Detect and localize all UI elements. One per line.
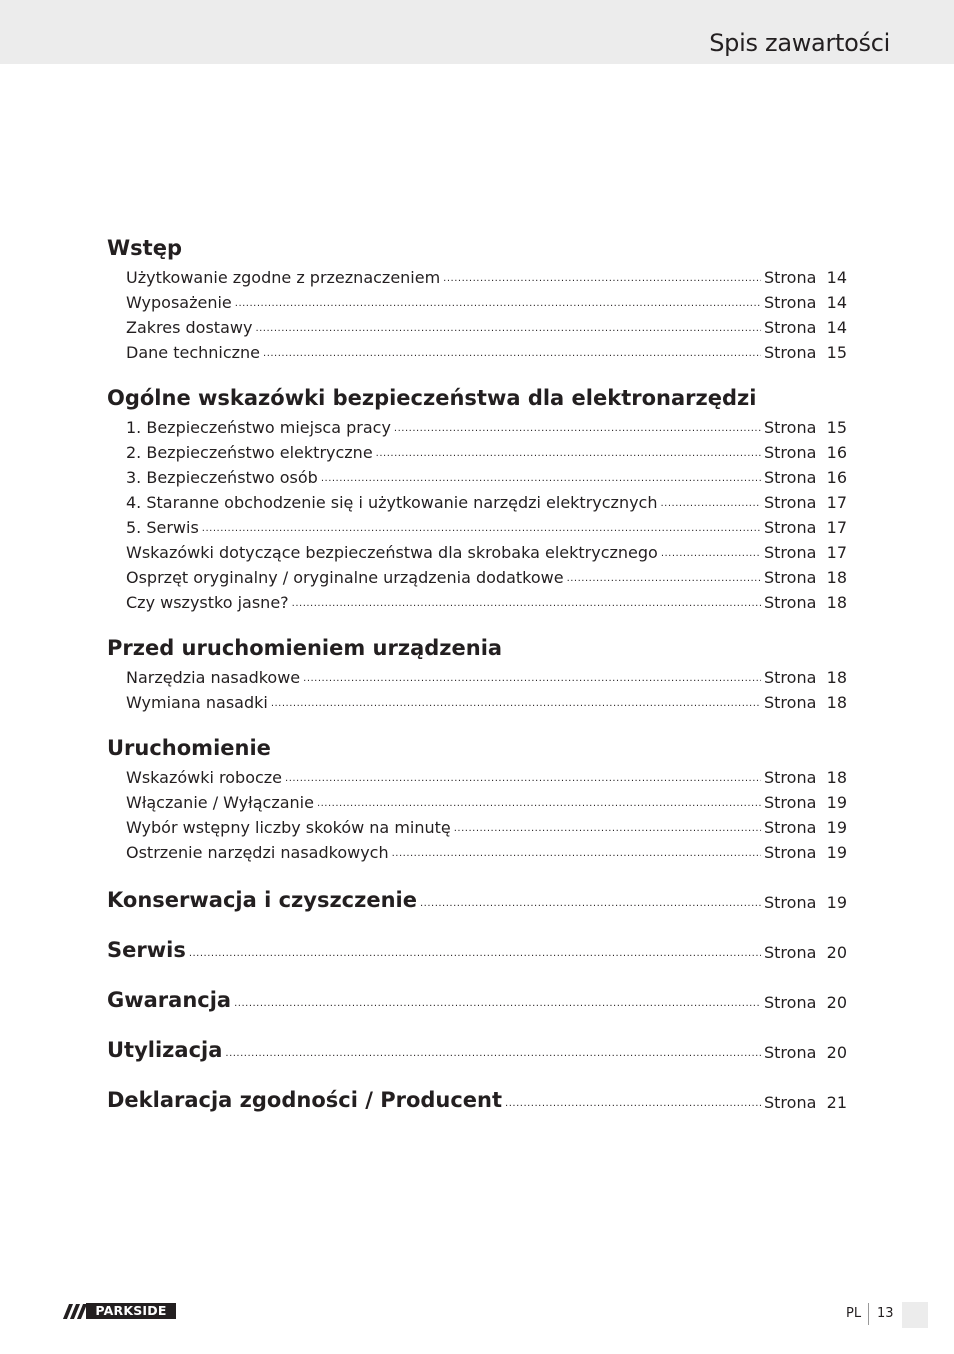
toc-entry[interactable]	[107, 537, 847, 562]
toc-entry-label: 1. Bezpieczeństwo miejsca pracy	[126, 418, 391, 437]
leader-dots	[661, 546, 761, 562]
page-title: Spis zawartości	[709, 29, 890, 57]
brand-name: PARKSIDE	[86, 1303, 176, 1319]
leader-dots	[394, 421, 761, 437]
leader-dots	[661, 496, 762, 512]
page-number: 18	[826, 768, 847, 787]
toc-entry[interactable]	[107, 512, 847, 537]
strona-label: Strona	[764, 1093, 817, 1112]
toc-entry-label: Wybór wstępny liczby skoków na minutę	[126, 818, 451, 837]
toc-heading-entry[interactable]	[107, 1034, 847, 1062]
toc-entry-label: 3. Bezpieczeństwo osób	[126, 468, 318, 487]
strona-label: Strona	[764, 593, 817, 612]
strona-label: Strona	[764, 543, 817, 562]
page-number: 18	[826, 693, 847, 712]
page-number: 15	[826, 343, 847, 362]
footer-tab-marker	[902, 1302, 928, 1328]
leader-dots	[317, 796, 761, 812]
toc-entry[interactable]	[107, 487, 847, 512]
leader-dots	[454, 821, 761, 837]
strona-label: Strona	[764, 343, 817, 362]
toc-entry[interactable]	[107, 412, 847, 437]
strona-label: Strona	[764, 993, 817, 1012]
leader-dots	[271, 696, 761, 712]
leader-dots	[189, 946, 761, 962]
strona-label: Strona	[764, 893, 817, 912]
language-code: PL	[846, 1306, 862, 1321]
toc-heading-entry[interactable]	[107, 1084, 847, 1112]
section-heading: Uruchomienie	[107, 736, 271, 760]
strona-label: Strona	[764, 693, 817, 712]
toc-entry-label: Użytkowanie zgodne z przeznaczeniem	[126, 268, 441, 287]
toc-heading-entry[interactable]	[107, 934, 847, 962]
leader-dots	[292, 596, 761, 612]
page-number: 18	[826, 593, 847, 612]
toc-heading-label: Utylizacja	[107, 1038, 223, 1062]
page-number: 16	[826, 468, 847, 487]
strona-label: Strona	[764, 943, 817, 962]
strona-label: Strona	[764, 843, 817, 862]
page-number: 18	[826, 568, 847, 587]
toc-entry[interactable]	[107, 462, 847, 487]
toc-entry-label: 5. Serwis	[126, 518, 199, 537]
strona-label: Strona	[764, 268, 817, 287]
toc-entry-label: Czy wszystko jasne?	[126, 593, 289, 612]
toc-entry[interactable]	[107, 562, 847, 587]
toc-entry[interactable]	[107, 762, 847, 787]
toc-entry-label: Wskazówki dotyczące bezpieczeństwa dla skrobaka elektrycznego	[126, 543, 658, 562]
toc-heading-label: Gwarancja	[107, 988, 232, 1012]
strona-label: Strona	[764, 418, 817, 437]
leader-dots	[225, 1046, 761, 1062]
leader-dots	[303, 671, 761, 687]
toc-entry[interactable]	[107, 437, 847, 462]
leader-dots	[202, 521, 761, 537]
toc-entry-label: Zakres dostawy	[126, 318, 253, 337]
section-heading: Ogólne wskazówki bezpieczeństwa dla elektronarzędzi	[107, 386, 757, 410]
parkside-logo	[64, 1302, 176, 1320]
strona-label: Strona	[764, 1043, 817, 1062]
strona-label: Strona	[764, 818, 817, 837]
toc-entry[interactable]	[107, 787, 847, 812]
toc-entry-label: Ostrzenie narzędzi nasadkowych	[126, 843, 389, 862]
toc-heading-label: Deklaracja zgodności / Producent	[107, 1088, 503, 1112]
toc-entry-label: Wskazówki robocze	[126, 768, 283, 787]
leader-dots	[376, 446, 761, 462]
toc-entry-label: Wyposażenie	[126, 293, 232, 312]
page-number: 20	[826, 943, 847, 962]
page-number: 14	[826, 268, 847, 287]
strona-label: Strona	[764, 293, 817, 312]
strona-label: Strona	[764, 518, 817, 537]
leader-dots	[234, 996, 761, 1012]
leader-dots	[321, 471, 761, 487]
leader-dots	[443, 271, 761, 287]
page-number: 17	[826, 518, 847, 537]
toc-entry-label: 4. Staranne obchodzenie się i użytkowanie narzędzi elektrycznych	[126, 493, 658, 512]
leader-dots	[263, 346, 761, 362]
footer-divider	[868, 1303, 869, 1325]
page-number: 17	[826, 543, 847, 562]
toc-entry[interactable]	[107, 262, 847, 287]
section-heading: Wstęp	[107, 236, 182, 260]
leader-dots	[255, 321, 761, 337]
toc-entry-label: 2. Bezpieczeństwo elektryczne	[126, 443, 373, 462]
strona-label: Strona	[764, 668, 817, 687]
toc-heading-entry[interactable]	[107, 884, 847, 912]
page-number: 19	[826, 843, 847, 862]
leader-dots	[420, 896, 761, 912]
toc-entry[interactable]	[107, 312, 847, 337]
toc-entry[interactable]	[107, 662, 847, 687]
page-number: 18	[826, 668, 847, 687]
leader-dots	[392, 846, 761, 862]
toc-entry-label: Wymiana nasadki	[126, 693, 268, 712]
strona-label: Strona	[764, 493, 817, 512]
strona-label: Strona	[764, 468, 817, 487]
strona-label: Strona	[764, 793, 817, 812]
section-heading: Przed uruchomieniem urządzenia	[107, 636, 503, 660]
toc-entry-label: Narzędzia nasadkowe	[126, 668, 301, 687]
page-number: 15	[826, 418, 847, 437]
page-number-footer: 13	[877, 1306, 894, 1321]
page-number: 16	[826, 443, 847, 462]
page-number: 14	[826, 318, 847, 337]
strona-label: Strona	[764, 443, 817, 462]
toc-entry-label: Dane techniczne	[126, 343, 261, 362]
strona-label: Strona	[764, 568, 817, 587]
toc-entry-label: Włączanie / Wyłączanie	[126, 793, 314, 812]
toc-entry[interactable]	[107, 287, 847, 312]
leader-dots	[235, 296, 761, 312]
strona-label: Strona	[764, 318, 817, 337]
toc-heading-label: Serwis	[107, 938, 186, 962]
page-number: 14	[826, 293, 847, 312]
leader-dots	[567, 571, 761, 587]
leader-dots	[505, 1096, 761, 1112]
toc-entry-label: Osprzęt oryginalny / oryginalne urządzenia dodatkowe	[126, 568, 564, 587]
page-number: 21	[826, 1093, 847, 1112]
toc-entry[interactable]	[107, 587, 847, 612]
page-number: 19	[826, 793, 847, 812]
toc-entry[interactable]	[107, 337, 847, 362]
page-number: 20	[826, 993, 847, 1012]
logo-slashes-icon	[64, 1302, 86, 1320]
page-number: 20	[826, 1043, 847, 1062]
toc-heading-label: Konserwacja i czyszczenie	[107, 888, 417, 912]
page-header	[0, 0, 954, 64]
page-number: 19	[826, 893, 847, 912]
leader-dots	[285, 771, 761, 787]
page-number: 19	[826, 818, 847, 837]
toc-heading-entry[interactable]	[107, 984, 847, 1012]
toc-entry[interactable]	[107, 812, 847, 837]
page-number: 17	[826, 493, 847, 512]
toc-entry[interactable]	[107, 837, 847, 862]
strona-label: Strona	[764, 768, 817, 787]
toc-entry[interactable]	[107, 687, 847, 712]
